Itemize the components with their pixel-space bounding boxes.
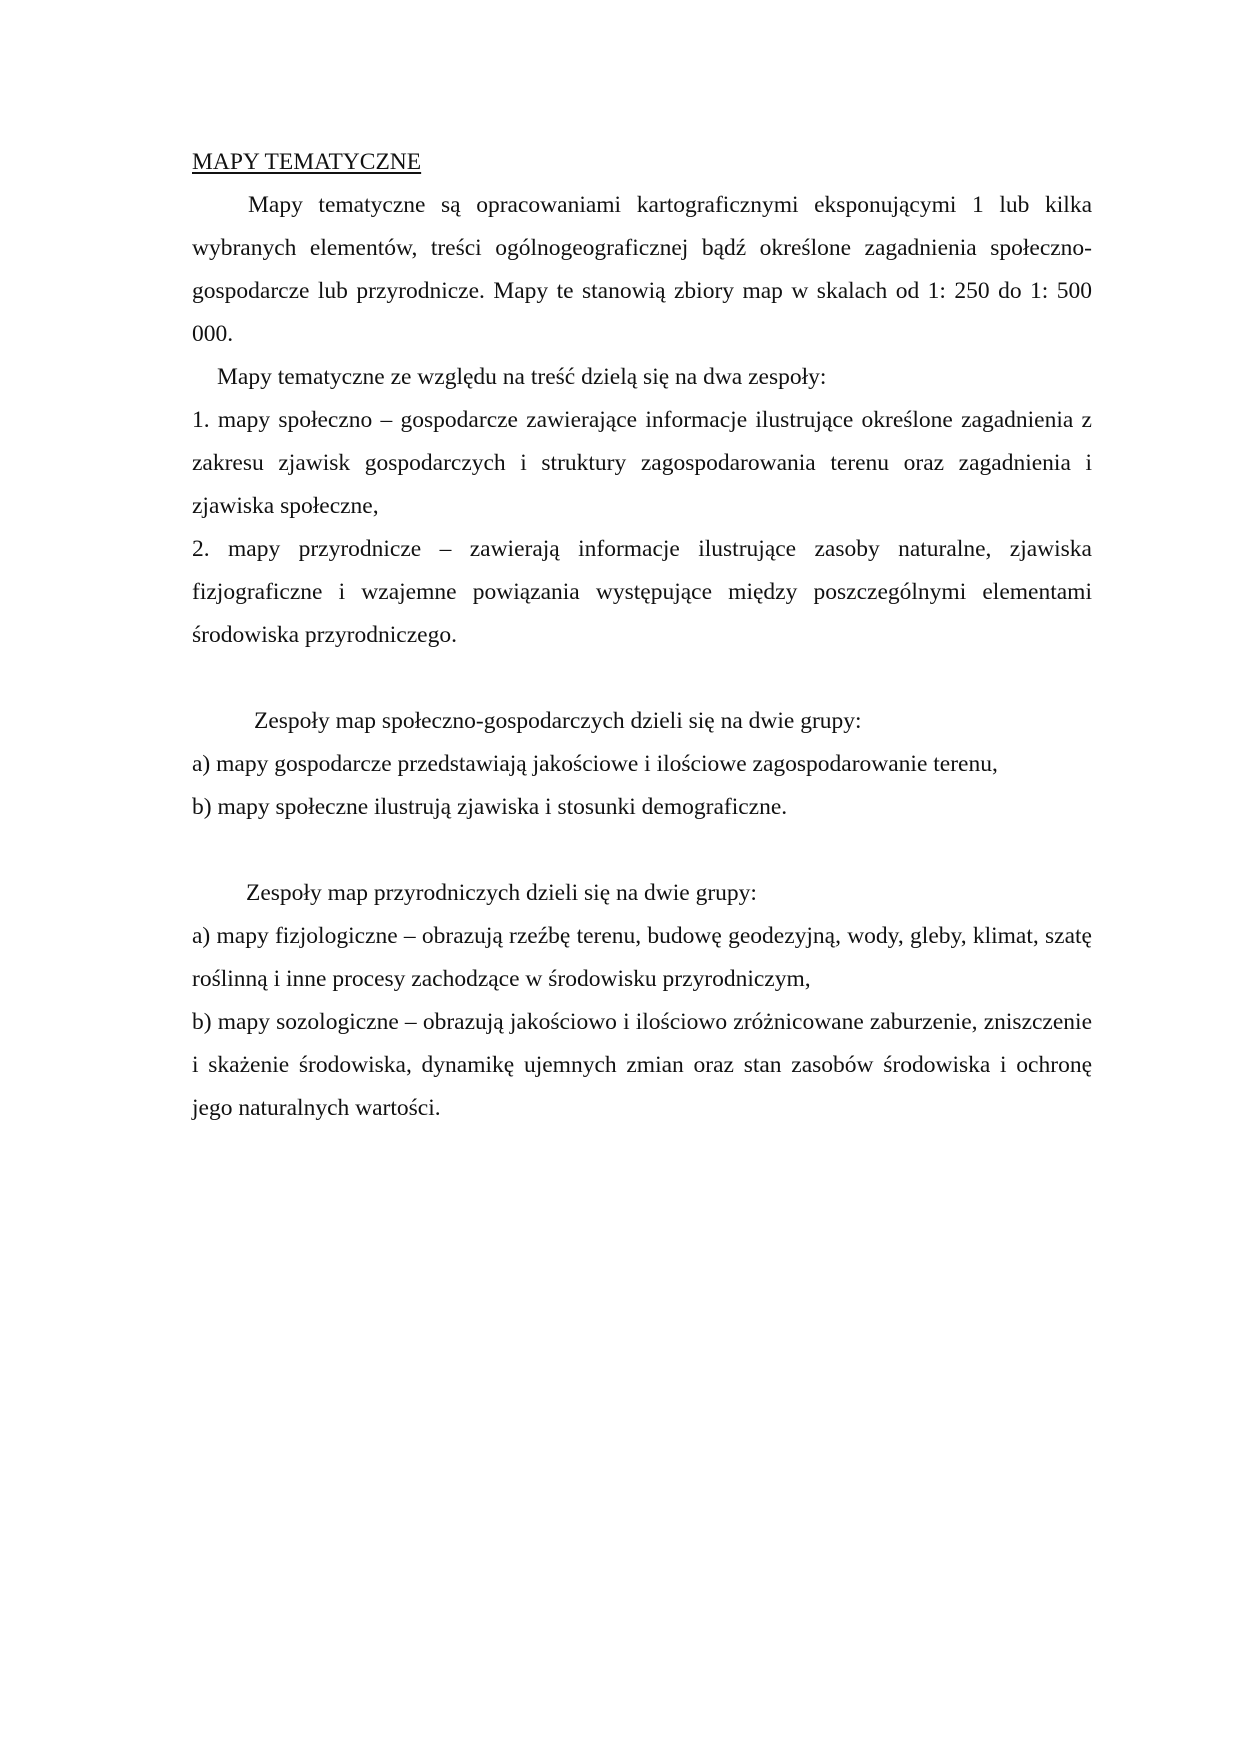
document-page [192, 146, 1092, 1130]
socio-group-economic: a) mapy gospodarcze przedstawiają jakościowe i ilościowe zagospodarowanie terenu, [192, 751, 998, 777]
nature-groups-intro: Zespoły map przyrodniczych dzieli się na dwie grupy: [246, 880, 757, 906]
socio-group-social: b) mapy społeczne ilustrują zjawiska i stosunki demograficzne. [192, 794, 788, 820]
division-intro: Mapy tematyczne ze względu na treść dzielą się na dwa zespoły: [217, 364, 827, 390]
division-item-nature: 2. mapy przyrodnicze – zawierają informacje ilustrujące zasoby naturalne, zjawiska fizjograficzne i wzajemne powiązania występujące między poszczególnymi elementami środowiska przyrodniczego. [192, 536, 1092, 648]
spacer [192, 657, 1092, 700]
document-title: MAPY TEMATYCZNE [192, 149, 422, 175]
nature-group-sozological: b) mapy sozologiczne – obrazują jakościowo i ilościowo zróżnicowane zaburzenie, zniszczenie i skażenie środowiska, dynamikę ujemnych zmian oraz stan zasobów środowiska i ochronę jego naturalnych wartości. [192, 1009, 1092, 1121]
nature-group-physiological: a) mapy fizjologiczne – obrazują rzeźbę terenu, budowę geodezyjną, wody, gleby, klimat, szatę roślinną i inne procesy zachodzące w środowisku przyrodniczym, [192, 923, 1092, 992]
socio-economic-groups-intro: Zespoły map społeczno-gospodarczych dzieli się na dwie grupy: [254, 708, 862, 734]
division-item-social-economic: 1. mapy społeczno – gospodarcze zawierające informacje ilustrujące określone zagadnienia z zakresu zjawisk gospodarczych i struktury zagospodarowania terenu oraz zagadnienia i zjawiska społeczne, [192, 407, 1092, 519]
intro-paragraph: Mapy tematyczne są opracowaniami kartograficznymi eksponującymi 1 lub kilka wybranych elementów, treści ogólnogeograficznej bądź określone zagadnienia społeczno-gospodarcze lub przyrodnicze. Mapy te stanowią zbiory map w skalach od 1: 250 do 1: 500 000. [192, 192, 1092, 347]
spacer [192, 829, 1092, 872]
